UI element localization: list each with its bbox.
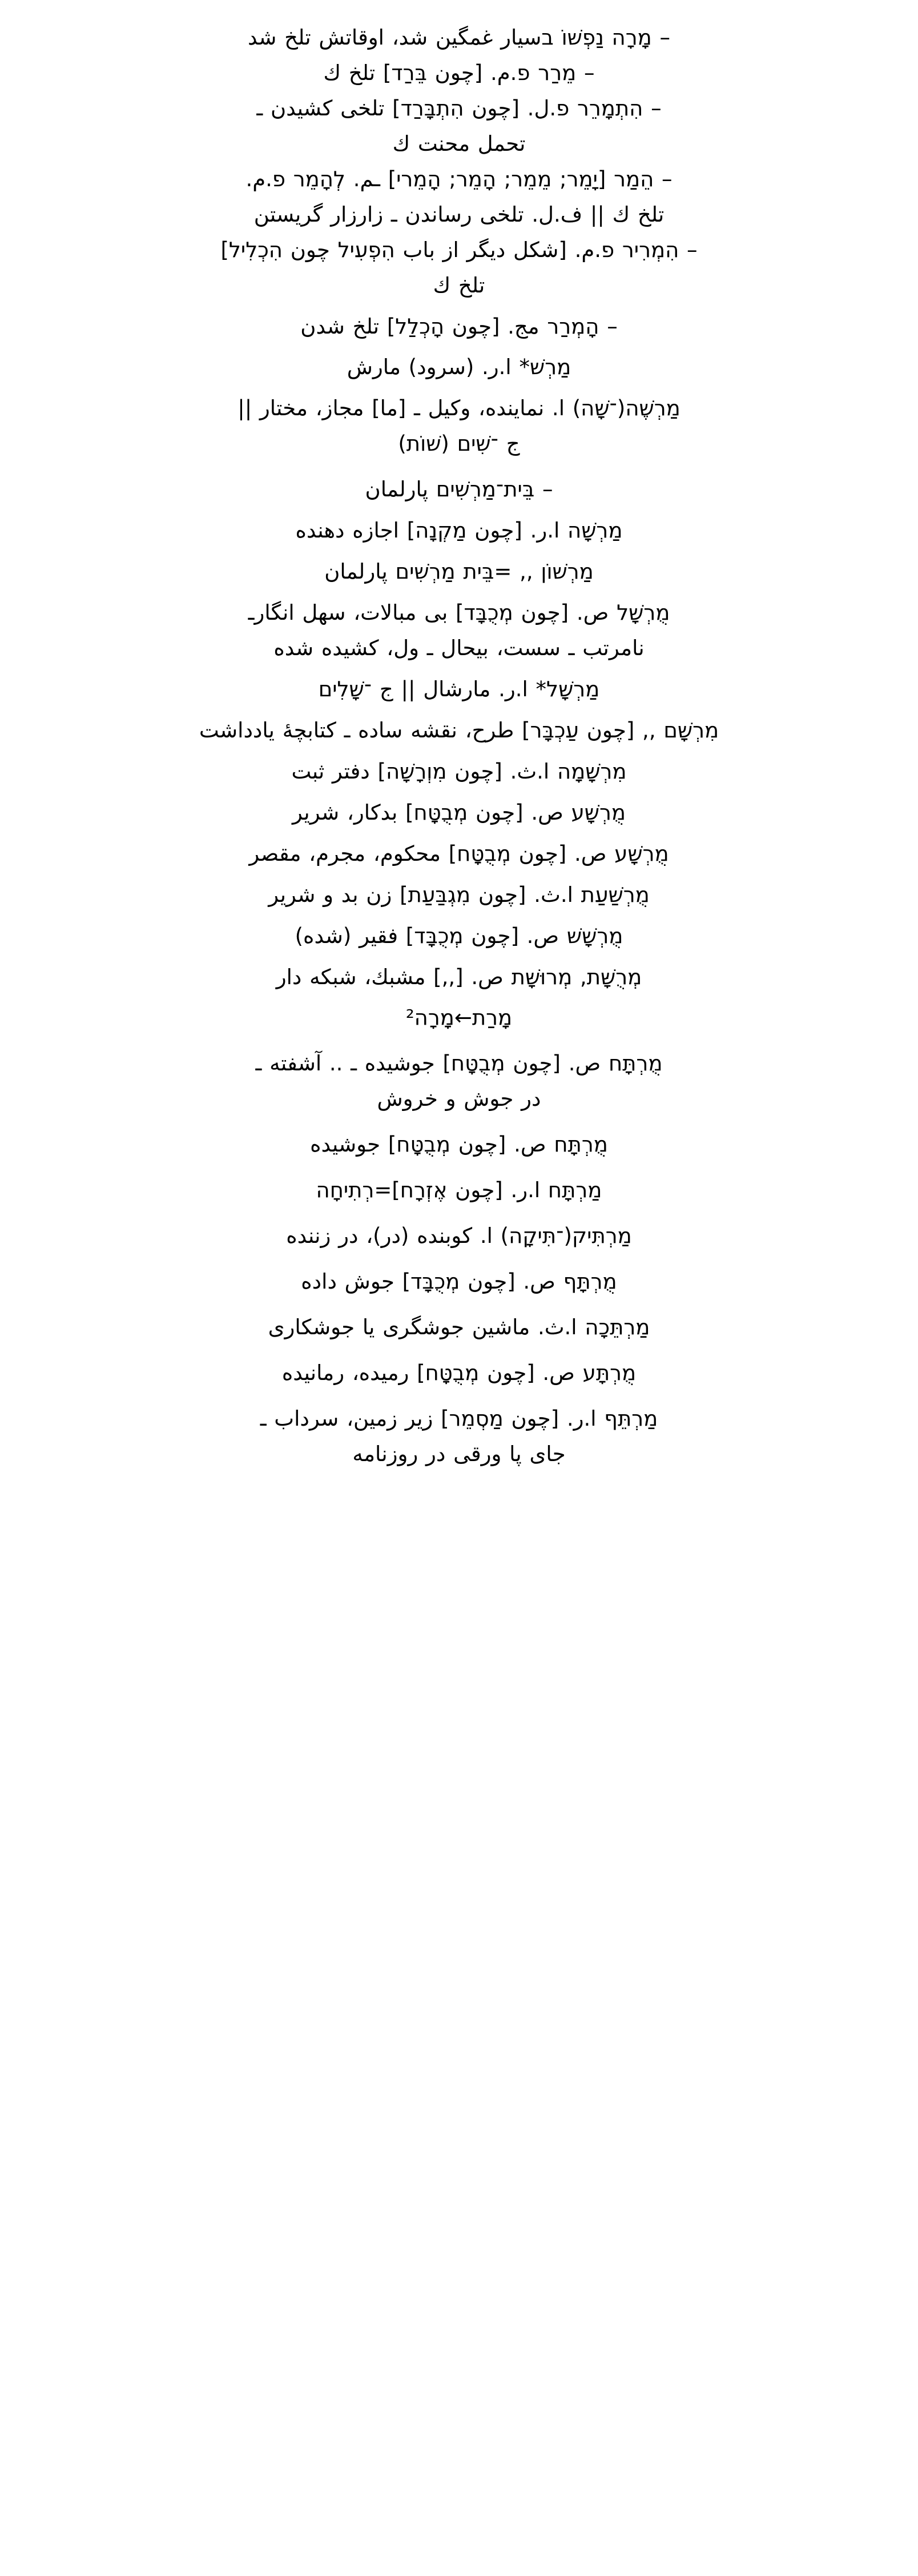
line-gap — [25, 462, 893, 472]
line-gap — [25, 790, 893, 796]
dictionary-line: מַרְשׁ* ا.ر. (سرود) مارش — [347, 355, 571, 380]
line-gap — [25, 749, 893, 755]
dictionary-line: מַרְשָׁל* ا.ر. مارشال || ج ־שָׁלִים — [318, 676, 600, 701]
line-gap — [25, 954, 893, 960]
dictionary-line: מַרְשָׁה ا.ر. [چون מַקְנָה] اجازه دهنده — [295, 518, 623, 543]
dictionary-line: جای پا ورقی در روزنامه — [352, 1441, 566, 1466]
dictionary-line: מָרַת←מָרָה² — [405, 1005, 513, 1030]
dictionary-line: מֻרְשַׁעַת ا.ث. [چون מִגְבַּעַת] زن بد و شریر — [268, 882, 650, 907]
line-gap — [25, 667, 893, 672]
dictionary-line: – הִמְרִיר פ.م. [شكل دیگر از باب הִפְעִיל چون הִכְלִיל] — [220, 237, 698, 262]
line-gap — [25, 1391, 893, 1402]
dictionary-line: מִרְשָׁם ,, [چون עַכְבָּר] طرح، نقشه ساده ـ كتابچهٔ یادداشت — [199, 717, 719, 743]
dictionary-line: מֻרְתָּף ص. [چون מְכֻבָּד] جوش داده — [301, 1269, 617, 1294]
line-gap — [25, 1036, 893, 1046]
dictionary-line: – הָמְרַר مج. [چون הָכְלַל] تلخ شدن — [300, 314, 618, 339]
line-gap — [25, 913, 893, 919]
dictionary-line: מַרְתָּח ا.ر. [چون אֶזְרָח]=רְתִיחָה — [316, 1178, 602, 1203]
line-gap — [25, 1163, 893, 1173]
dictionary-line: מַרְתֵּף ا.ر. [چون מַסְמֵר] زیر زمین، سرداب ـ — [260, 1406, 658, 1431]
dictionary-line: – מֵרַר פ.م. [چون בֵּרַד] تلخ ك — [323, 60, 595, 85]
line-gap — [25, 590, 893, 596]
dictionary-line: מִרְשָׁמָה ا.ث. [چون מִוְרָשָׁה] دفتر ثبت — [291, 759, 627, 784]
line-gap — [25, 549, 893, 555]
dictionary-line: מֻרְתָּע ص. [چون מְבֻטָּח] رمیده، رمانیده — [281, 1360, 637, 1385]
dictionary-line: – הֵמַר [יָמֵר; מֵמֵר; הָמֵר; הָמֵרי] ـم. לְהָמֵר פ.م. — [245, 166, 673, 191]
dictionary-line: מַרְתֵּכָה ا.ث. ماشین جوشگری یا جوشكاری — [268, 1315, 650, 1339]
dictionary-line: تحمل محنت ك — [392, 131, 526, 156]
line-gap — [25, 386, 893, 391]
dictionary-line: מֻרְשָׁשׁ ص. [چون מְכֻבָּד] فقیر (شده) — [295, 923, 623, 948]
dictionary-line: מֻרְשָׁע ص. [چون מְבֻטָּח] محكوم، مجرم، مقصر — [249, 841, 669, 866]
dictionary-line: نامرتب ـ سست، بیحال ـ ول، كشیده شده — [273, 636, 645, 660]
line-gap — [25, 708, 893, 713]
line-gap — [25, 304, 893, 310]
dictionary-line: מַרְשׁוֹן ,, =בֵּית מַרְשִׁים پارلمان — [324, 559, 594, 584]
line-gap — [25, 1254, 893, 1265]
dictionary-line: در جوش و خروش — [377, 1086, 541, 1112]
dictionary-line: מֻרְשָׁע ص. [چون מְבֻטָּח] بدكار، شریر — [292, 800, 626, 825]
dictionary-line: מֻרְשָׁל ص. [چون מְכֻבָּד] بی مبالات، سهل انگارـ — [248, 600, 670, 625]
dictionary-line: מֻרְתָּח ص. [چون מְבֻטָּח] جوشیده — [310, 1132, 608, 1157]
dictionary-column — [25, 21, 893, 1471]
line-gap — [25, 831, 893, 837]
dictionary-line: מַרְשֶׁה(־שָׁה) ا. نماینده، وكیل ـ [ما] مجاز، مختار || — [237, 396, 681, 421]
dictionary-line: מֻרְתָּח ص. [چون מְבֻטָּח] جوشیده ـ .. آشفته ـ — [255, 1051, 663, 1076]
line-gap — [25, 1346, 893, 1356]
line-gap — [25, 1300, 893, 1310]
line-gap — [25, 995, 893, 1001]
dictionary-line: מַרְתִּיק(־תִּיקָה) ا. كوبنده (در)، در زننده — [286, 1223, 632, 1249]
line-gap — [25, 1209, 893, 1219]
line-gap — [25, 344, 893, 350]
dictionary-line: – בֵּית־מַרְשִׁים پارلمان — [365, 477, 553, 502]
line-gap — [25, 1117, 893, 1127]
dictionary-line: מְרֻשָּׁת, מְרוּשָּׁת ص. [,,] مشبك، شبكه دار — [276, 964, 642, 989]
dictionary-line: ج ־שִׁים (שׁוֹת) — [398, 431, 520, 456]
line-gap — [25, 872, 893, 878]
dictionary-line: – הִתְמָרֵר פ.ل. [چون הִתְבָּרַד] تلخی كشیدن ـ — [256, 95, 662, 121]
dictionary-line: تلخ ك || ف.ل. تلخی رساندن ـ زارزار گریستن — [253, 202, 665, 227]
dictionary-line: – מָרָה נַפְשׁוֹ בسیار غمگین شد، اوقاتش تلخ شد — [248, 25, 670, 50]
dictionary-line: تلخ ك — [433, 272, 485, 298]
line-gap — [25, 508, 893, 513]
